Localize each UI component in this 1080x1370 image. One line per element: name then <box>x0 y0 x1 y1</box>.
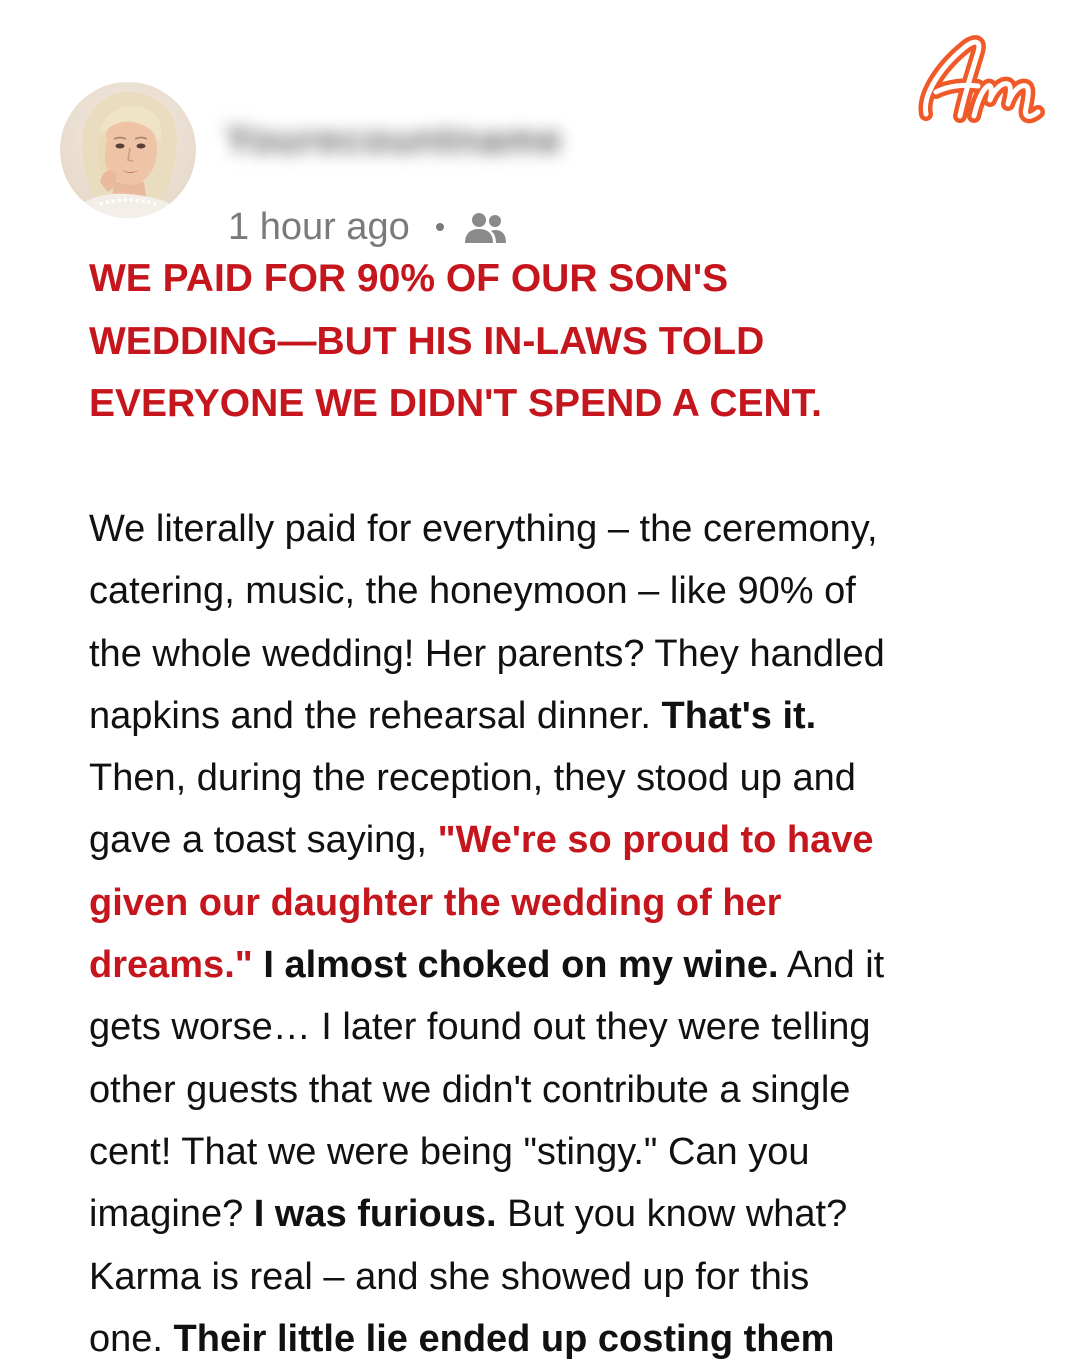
body-emphasis: I was furious. <box>253 1193 497 1236</box>
brand-logo[interactable] <box>912 26 1062 130</box>
body-text-run: gave a toast saying, <box>89 819 438 862</box>
body-line <box>89 685 1049 747</box>
toast-quote: dreams." <box>89 944 253 987</box>
author-name[interactable]: Yourecountname <box>225 118 563 162</box>
body-text-run: And it <box>778 944 885 987</box>
friends-icon[interactable] <box>462 209 508 245</box>
body-text-run: one. <box>89 1317 174 1360</box>
post-body <box>89 498 1049 1370</box>
headline-line: WEDDING—BUT HIS IN-LAWS TOLD <box>89 319 765 363</box>
body-line <box>89 1308 1049 1370</box>
body-line: Then, during the reception, they stood up and <box>89 757 856 800</box>
body-emphasis: That's it. <box>661 694 817 737</box>
body-line: We literally paid for everything – the ceremony, <box>89 508 878 550</box>
body-text-run: But you know what? <box>496 1193 848 1236</box>
separator-dot <box>436 223 444 231</box>
body-line <box>89 934 1049 996</box>
body-line: Karma is real – and she showed up for this <box>89 1255 810 1298</box>
body-line <box>89 1183 1049 1245</box>
body-line: the whole wedding! Her parents? They handled <box>89 632 885 675</box>
avatar-image <box>60 82 196 218</box>
post-meta <box>228 202 508 252</box>
body-emphasis: Their little lie ended up costing them <box>173 1317 835 1360</box>
avatar[interactable] <box>60 82 196 218</box>
headline-line: EVERYONE WE DIDN'T SPEND A CENT. <box>89 382 823 425</box>
post-headline <box>89 248 989 436</box>
post-timestamp[interactable]: 1 hour ago <box>228 205 410 248</box>
toast-quote-line: given our daughter the wedding of her <box>89 881 782 924</box>
headline-line: WE PAID FOR 90% OF OUR SON'S <box>89 257 729 300</box>
body-line <box>89 809 1049 871</box>
body-emphasis: I almost choked on my wine. <box>252 944 779 987</box>
body-line: other guests that we didn't contribute a single <box>89 1068 851 1111</box>
body-line: catering, music, the honeymoon – like 90% of <box>89 570 856 613</box>
toast-quote: "We're so proud to have <box>437 819 874 862</box>
body-line: gets worse… I later found out they were telling <box>89 1006 871 1049</box>
body-line: cent! That we were being "stingy." Can you <box>89 1130 810 1173</box>
body-text-run: imagine? <box>89 1193 254 1236</box>
body-text-run: napkins and the rehearsal dinner. <box>89 694 662 737</box>
